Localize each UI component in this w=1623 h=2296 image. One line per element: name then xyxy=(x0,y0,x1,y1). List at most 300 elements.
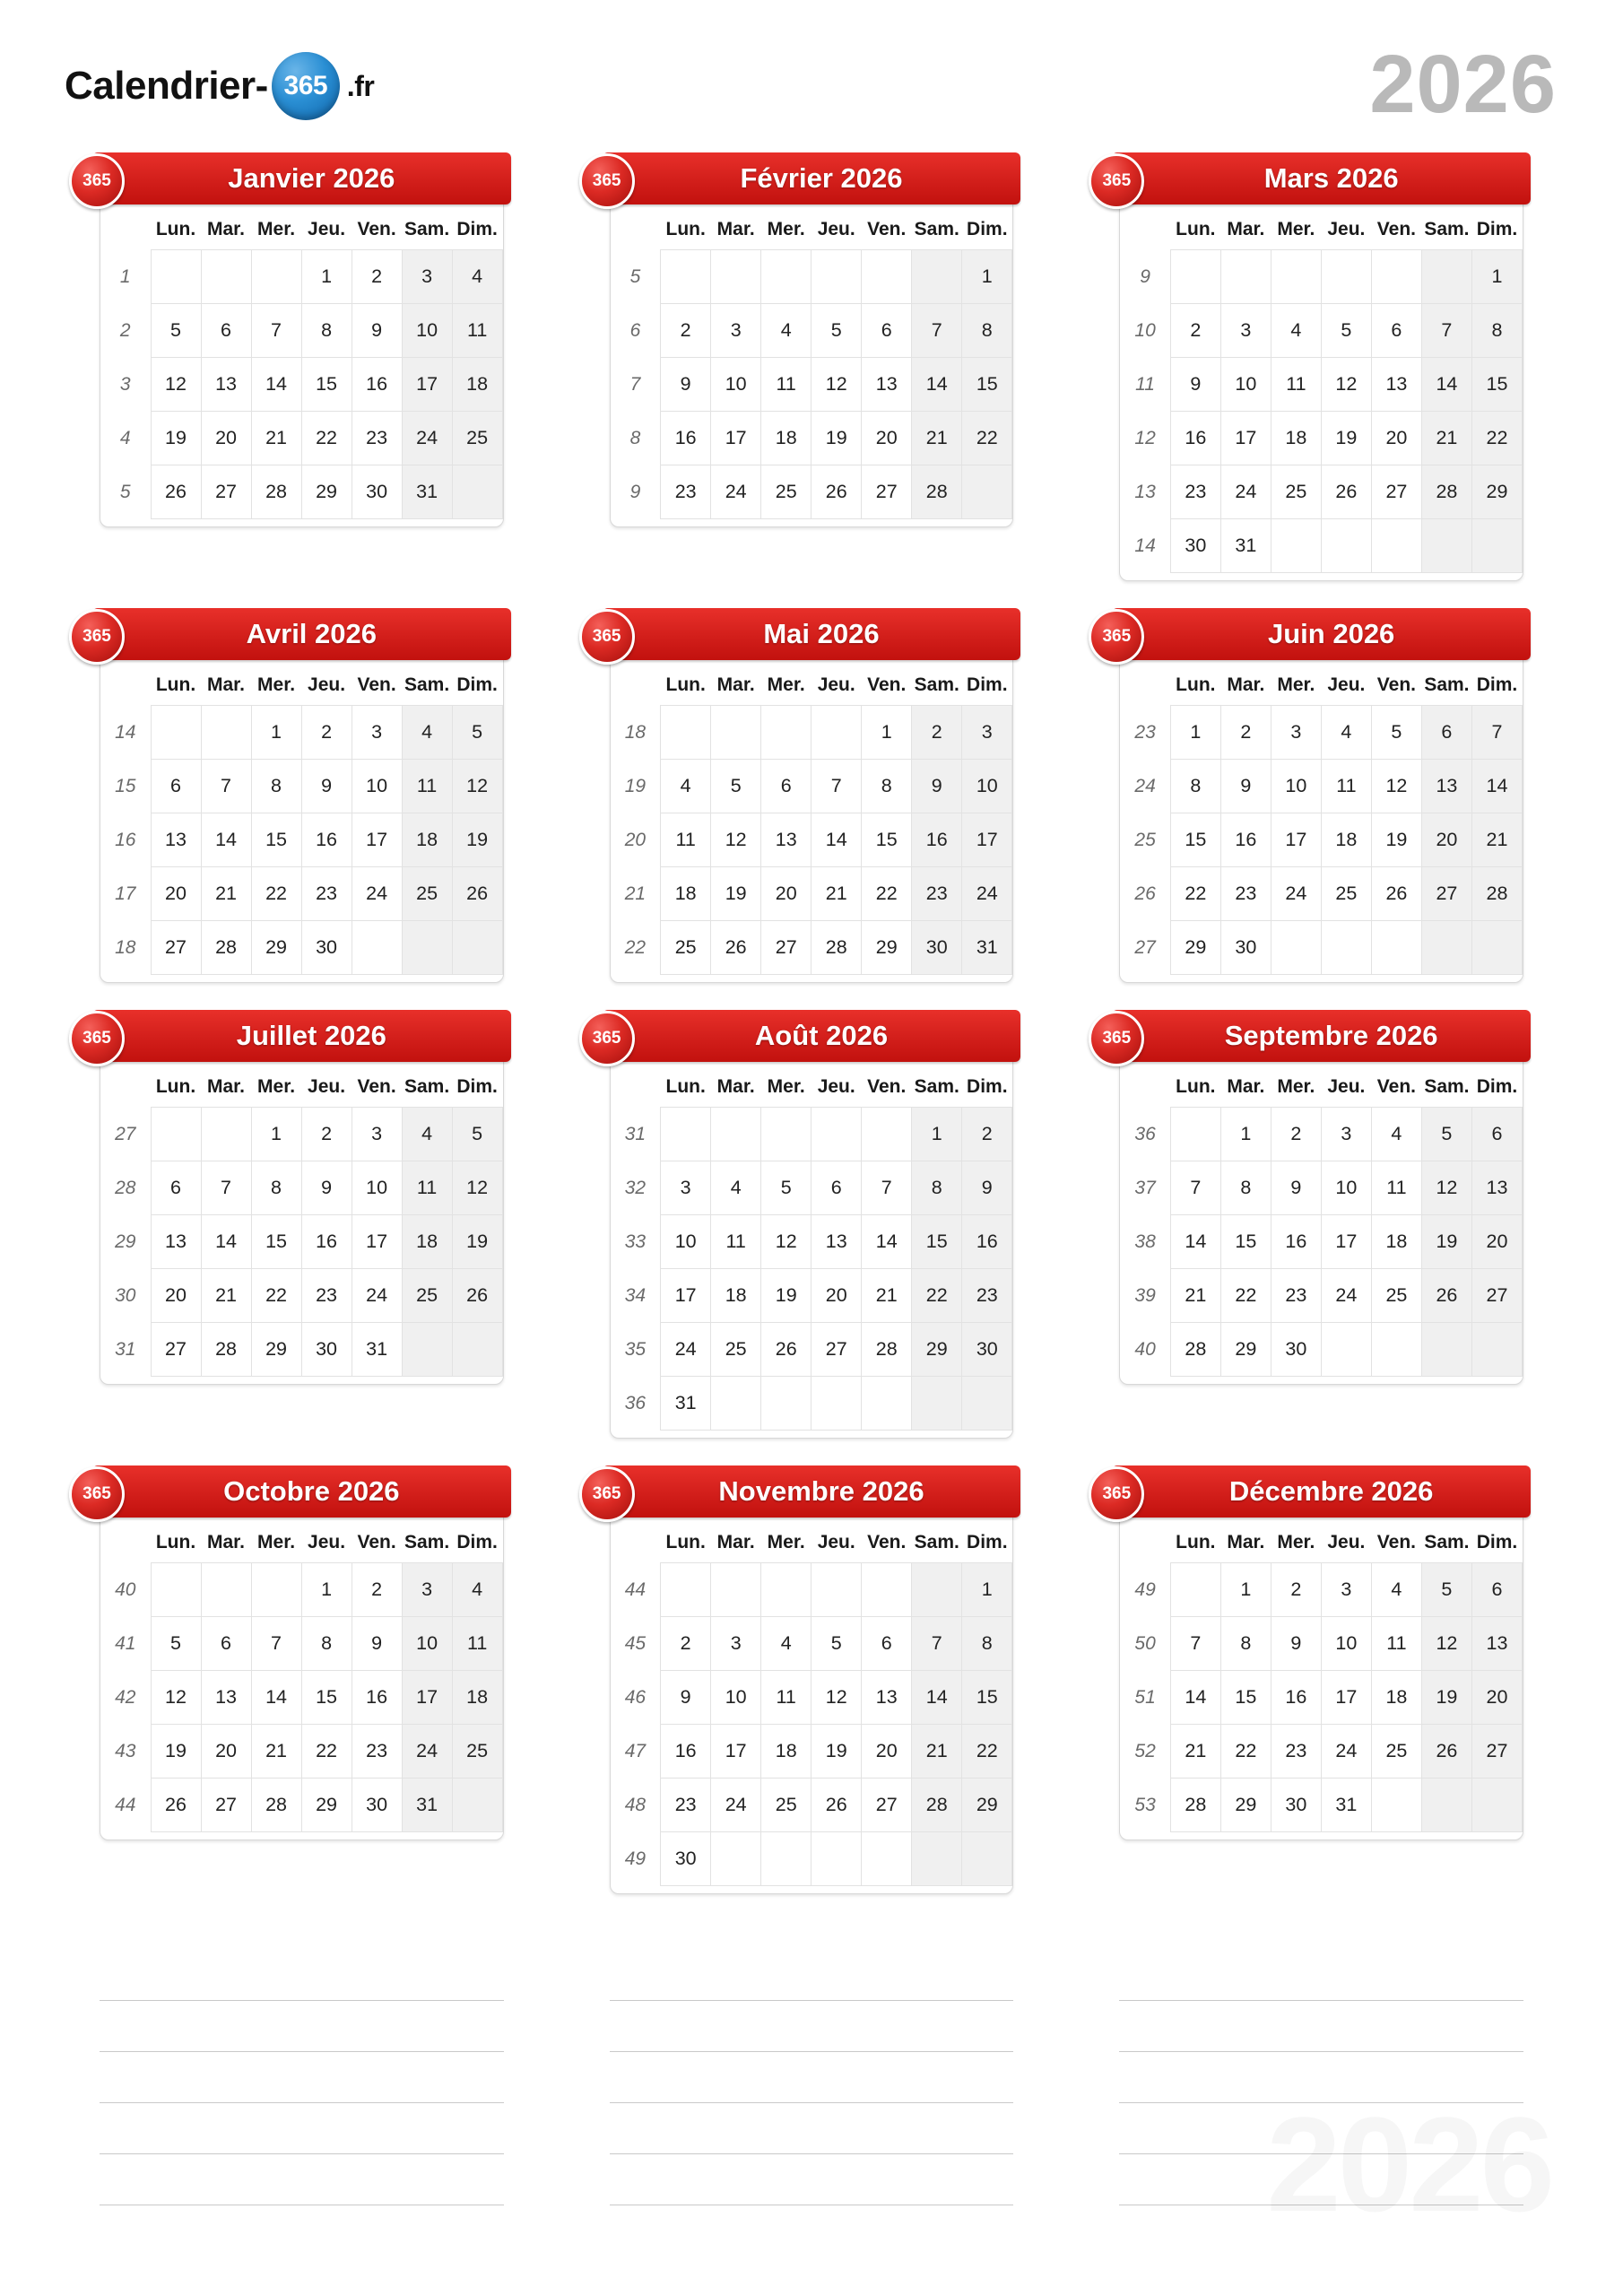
day-cell[interactable]: 22 xyxy=(301,412,352,465)
day-cell[interactable]: 4 xyxy=(1271,304,1321,358)
day-cell[interactable]: 15 xyxy=(251,813,301,867)
day-cell[interactable]: 13 xyxy=(151,813,201,867)
day-cell[interactable]: 1 xyxy=(1170,706,1220,760)
day-cell[interactable]: 10 xyxy=(352,1161,402,1215)
day-cell[interactable]: 7 xyxy=(251,1617,301,1671)
day-cell[interactable]: 10 xyxy=(711,1671,761,1725)
day-cell[interactable]: 13 xyxy=(1471,1161,1522,1215)
day-cell[interactable]: 14 xyxy=(1170,1215,1220,1269)
day-cell[interactable]: 28 xyxy=(862,1323,912,1377)
day-cell[interactable]: 15 xyxy=(862,813,912,867)
day-cell[interactable]: 25 xyxy=(1271,465,1321,519)
day-cell[interactable]: 20 xyxy=(1371,412,1421,465)
day-cell[interactable]: 28 xyxy=(1471,867,1522,921)
day-cell[interactable]: 7 xyxy=(201,760,251,813)
day-cell[interactable]: 28 xyxy=(1170,1779,1220,1832)
day-cell[interactable]: 19 xyxy=(711,867,761,921)
day-cell[interactable]: 17 xyxy=(352,813,402,867)
day-cell[interactable]: 14 xyxy=(251,1671,301,1725)
day-cell[interactable]: 3 xyxy=(1321,1563,1371,1617)
day-cell[interactable]: 28 xyxy=(912,1779,962,1832)
day-cell[interactable]: 16 xyxy=(1271,1671,1321,1725)
day-cell[interactable]: 16 xyxy=(661,1725,711,1779)
day-cell[interactable]: 24 xyxy=(1271,867,1321,921)
day-cell[interactable]: 8 xyxy=(251,1161,301,1215)
note-line[interactable] xyxy=(1119,2052,1523,2103)
day-cell[interactable]: 29 xyxy=(251,921,301,975)
day-cell[interactable]: 23 xyxy=(352,1725,402,1779)
day-cell[interactable]: 18 xyxy=(452,358,502,412)
day-cell[interactable]: 16 xyxy=(301,1215,352,1269)
day-cell[interactable]: 2 xyxy=(1271,1108,1321,1161)
day-cell[interactable]: 22 xyxy=(862,867,912,921)
day-cell[interactable]: 9 xyxy=(962,1161,1012,1215)
day-cell[interactable]: 18 xyxy=(1371,1215,1421,1269)
day-cell[interactable]: 26 xyxy=(812,1779,862,1832)
day-cell[interactable]: 25 xyxy=(1321,867,1371,921)
day-cell[interactable]: 6 xyxy=(862,1617,912,1671)
day-cell[interactable]: 18 xyxy=(661,867,711,921)
day-cell[interactable]: 3 xyxy=(402,1563,452,1617)
note-line[interactable] xyxy=(610,2103,1014,2154)
day-cell[interactable]: 25 xyxy=(711,1323,761,1377)
day-cell[interactable]: 17 xyxy=(711,412,761,465)
month-title[interactable]: Janvier 2026 xyxy=(228,162,395,194)
day-cell[interactable]: 2 xyxy=(661,304,711,358)
day-cell[interactable]: 18 xyxy=(761,1725,812,1779)
day-cell[interactable]: 11 xyxy=(761,358,812,412)
day-cell[interactable]: 22 xyxy=(1471,412,1522,465)
day-cell[interactable]: 9 xyxy=(661,358,711,412)
day-cell[interactable]: 11 xyxy=(661,813,711,867)
day-cell[interactable]: 24 xyxy=(1220,465,1271,519)
day-cell[interactable]: 17 xyxy=(962,813,1012,867)
day-cell[interactable]: 21 xyxy=(912,1725,962,1779)
day-cell[interactable]: 4 xyxy=(402,1108,452,1161)
day-cell[interactable]: 17 xyxy=(661,1269,711,1323)
day-cell[interactable]: 9 xyxy=(301,760,352,813)
day-cell[interactable]: 21 xyxy=(1170,1725,1220,1779)
day-cell[interactable]: 15 xyxy=(962,1671,1012,1725)
day-cell[interactable]: 4 xyxy=(1321,706,1371,760)
day-cell[interactable]: 4 xyxy=(711,1161,761,1215)
day-cell[interactable]: 12 xyxy=(1321,358,1371,412)
day-cell[interactable]: 10 xyxy=(402,304,452,358)
day-cell[interactable]: 8 xyxy=(1220,1161,1271,1215)
day-cell[interactable]: 31 xyxy=(402,1779,452,1832)
day-cell[interactable]: 8 xyxy=(862,760,912,813)
day-cell[interactable]: 5 xyxy=(1371,706,1421,760)
day-cell[interactable]: 25 xyxy=(761,1779,812,1832)
day-cell[interactable]: 25 xyxy=(1371,1725,1421,1779)
day-cell[interactable]: 18 xyxy=(761,412,812,465)
day-cell[interactable]: 29 xyxy=(1220,1323,1271,1377)
day-cell[interactable]: 31 xyxy=(962,921,1012,975)
day-cell[interactable]: 1 xyxy=(1471,250,1522,304)
day-cell[interactable]: 30 xyxy=(301,921,352,975)
day-cell[interactable]: 30 xyxy=(1170,519,1220,573)
day-cell[interactable]: 4 xyxy=(452,250,502,304)
day-cell[interactable]: 5 xyxy=(812,304,862,358)
day-cell[interactable]: 2 xyxy=(912,706,962,760)
day-cell[interactable]: 28 xyxy=(812,921,862,975)
day-cell[interactable]: 13 xyxy=(201,358,251,412)
day-cell[interactable]: 12 xyxy=(452,1161,502,1215)
day-cell[interactable]: 22 xyxy=(1170,867,1220,921)
day-cell[interactable]: 15 xyxy=(962,358,1012,412)
day-cell[interactable]: 29 xyxy=(1220,1779,1271,1832)
day-cell[interactable]: 2 xyxy=(1271,1563,1321,1617)
day-cell[interactable]: 19 xyxy=(151,1725,201,1779)
day-cell[interactable]: 1 xyxy=(962,1563,1012,1617)
day-cell[interactable]: 18 xyxy=(452,1671,502,1725)
note-line[interactable] xyxy=(610,2154,1014,2205)
day-cell[interactable]: 24 xyxy=(402,1725,452,1779)
day-cell[interactable]: 24 xyxy=(1321,1725,1371,1779)
day-cell[interactable]: 6 xyxy=(1471,1108,1522,1161)
day-cell[interactable]: 24 xyxy=(711,1779,761,1832)
day-cell[interactable]: 30 xyxy=(301,1323,352,1377)
month-title[interactable]: Octobre 2026 xyxy=(223,1475,400,1507)
day-cell[interactable]: 24 xyxy=(962,867,1012,921)
day-cell[interactable]: 11 xyxy=(711,1215,761,1269)
day-cell[interactable]: 18 xyxy=(1371,1671,1421,1725)
day-cell[interactable]: 12 xyxy=(761,1215,812,1269)
day-cell[interactable]: 14 xyxy=(1471,760,1522,813)
day-cell[interactable]: 10 xyxy=(402,1617,452,1671)
day-cell[interactable]: 9 xyxy=(301,1161,352,1215)
day-cell[interactable]: 20 xyxy=(151,867,201,921)
day-cell[interactable]: 12 xyxy=(1421,1617,1471,1671)
day-cell[interactable]: 13 xyxy=(761,813,812,867)
day-cell[interactable]: 15 xyxy=(1220,1671,1271,1725)
day-cell[interactable]: 26 xyxy=(1321,465,1371,519)
day-cell[interactable]: 9 xyxy=(352,304,402,358)
day-cell[interactable]: 16 xyxy=(962,1215,1012,1269)
day-cell[interactable]: 11 xyxy=(1271,358,1321,412)
month-title[interactable]: Mars 2026 xyxy=(1263,162,1399,194)
day-cell[interactable]: 23 xyxy=(1170,465,1220,519)
day-cell[interactable]: 14 xyxy=(201,813,251,867)
day-cell[interactable]: 25 xyxy=(452,1725,502,1779)
day-cell[interactable]: 28 xyxy=(912,465,962,519)
day-cell[interactable]: 8 xyxy=(962,304,1012,358)
day-cell[interactable]: 3 xyxy=(661,1161,711,1215)
day-cell[interactable]: 27 xyxy=(812,1323,862,1377)
day-cell[interactable]: 28 xyxy=(251,1779,301,1832)
day-cell[interactable]: 11 xyxy=(1371,1617,1421,1671)
day-cell[interactable]: 7 xyxy=(1471,706,1522,760)
day-cell[interactable]: 10 xyxy=(1321,1617,1371,1671)
day-cell[interactable]: 13 xyxy=(151,1215,201,1269)
day-cell[interactable]: 30 xyxy=(912,921,962,975)
day-cell[interactable]: 8 xyxy=(912,1161,962,1215)
day-cell[interactable]: 4 xyxy=(402,706,452,760)
day-cell[interactable]: 14 xyxy=(251,358,301,412)
day-cell[interactable]: 4 xyxy=(661,760,711,813)
day-cell[interactable]: 14 xyxy=(862,1215,912,1269)
day-cell[interactable]: 12 xyxy=(812,358,862,412)
note-line[interactable] xyxy=(100,2103,504,2154)
day-cell[interactable]: 20 xyxy=(761,867,812,921)
day-cell[interactable]: 9 xyxy=(1271,1617,1321,1671)
day-cell[interactable]: 13 xyxy=(862,358,912,412)
day-cell[interactable]: 19 xyxy=(812,1725,862,1779)
day-cell[interactable]: 27 xyxy=(862,1779,912,1832)
day-cell[interactable]: 31 xyxy=(402,465,452,519)
day-cell[interactable]: 5 xyxy=(452,1108,502,1161)
day-cell[interactable]: 19 xyxy=(452,1215,502,1269)
day-cell[interactable]: 10 xyxy=(1321,1161,1371,1215)
day-cell[interactable]: 4 xyxy=(761,1617,812,1671)
day-cell[interactable]: 26 xyxy=(1371,867,1421,921)
day-cell[interactable]: 22 xyxy=(1220,1725,1271,1779)
site-logo[interactable] xyxy=(65,52,374,120)
day-cell[interactable]: 4 xyxy=(452,1563,502,1617)
day-cell[interactable]: 29 xyxy=(301,1779,352,1832)
day-cell[interactable]: 26 xyxy=(151,1779,201,1832)
day-cell[interactable]: 29 xyxy=(962,1779,1012,1832)
day-cell[interactable]: 9 xyxy=(1170,358,1220,412)
day-cell[interactable]: 22 xyxy=(962,1725,1012,1779)
day-cell[interactable]: 21 xyxy=(812,867,862,921)
day-cell[interactable]: 1 xyxy=(1220,1108,1271,1161)
day-cell[interactable]: 5 xyxy=(151,1617,201,1671)
day-cell[interactable]: 18 xyxy=(711,1269,761,1323)
day-cell[interactable]: 10 xyxy=(1271,760,1321,813)
day-cell[interactable]: 16 xyxy=(1271,1215,1321,1269)
day-cell[interactable]: 8 xyxy=(1170,760,1220,813)
day-cell[interactable]: 1 xyxy=(1220,1563,1271,1617)
day-cell[interactable]: 23 xyxy=(661,1779,711,1832)
day-cell[interactable]: 14 xyxy=(1170,1671,1220,1725)
note-line[interactable] xyxy=(610,2052,1014,2103)
day-cell[interactable]: 11 xyxy=(1371,1161,1421,1215)
note-line[interactable] xyxy=(100,2001,504,2052)
day-cell[interactable]: 17 xyxy=(711,1725,761,1779)
day-cell[interactable]: 24 xyxy=(352,1269,402,1323)
day-cell[interactable]: 25 xyxy=(402,867,452,921)
month-title[interactable]: Septembre 2026 xyxy=(1224,1020,1438,1051)
day-cell[interactable]: 26 xyxy=(452,1269,502,1323)
day-cell[interactable]: 29 xyxy=(912,1323,962,1377)
day-cell[interactable]: 2 xyxy=(301,706,352,760)
day-cell[interactable]: 6 xyxy=(201,1617,251,1671)
day-cell[interactable]: 6 xyxy=(761,760,812,813)
day-cell[interactable]: 21 xyxy=(1421,412,1471,465)
day-cell[interactable]: 1 xyxy=(251,706,301,760)
day-cell[interactable]: 15 xyxy=(251,1215,301,1269)
day-cell[interactable]: 16 xyxy=(1170,412,1220,465)
day-cell[interactable]: 19 xyxy=(452,813,502,867)
day-cell[interactable]: 7 xyxy=(1170,1161,1220,1215)
day-cell[interactable]: 3 xyxy=(962,706,1012,760)
day-cell[interactable]: 27 xyxy=(151,1323,201,1377)
day-cell[interactable]: 27 xyxy=(1371,465,1421,519)
day-cell[interactable]: 14 xyxy=(201,1215,251,1269)
day-cell[interactable]: 12 xyxy=(452,760,502,813)
day-cell[interactable]: 1 xyxy=(301,1563,352,1617)
day-cell[interactable]: 27 xyxy=(862,465,912,519)
day-cell[interactable]: 28 xyxy=(201,921,251,975)
day-cell[interactable]: 30 xyxy=(1271,1779,1321,1832)
day-cell[interactable]: 23 xyxy=(962,1269,1012,1323)
day-cell[interactable]: 10 xyxy=(711,358,761,412)
day-cell[interactable]: 21 xyxy=(201,1269,251,1323)
day-cell[interactable]: 2 xyxy=(1170,304,1220,358)
day-cell[interactable]: 22 xyxy=(1220,1269,1271,1323)
day-cell[interactable]: 11 xyxy=(452,1617,502,1671)
day-cell[interactable]: 3 xyxy=(711,1617,761,1671)
day-cell[interactable]: 20 xyxy=(151,1269,201,1323)
day-cell[interactable]: 26 xyxy=(1421,1269,1471,1323)
day-cell[interactable]: 17 xyxy=(1220,412,1271,465)
day-cell[interactable]: 22 xyxy=(912,1269,962,1323)
month-title[interactable]: Avril 2026 xyxy=(246,618,377,649)
day-cell[interactable]: 9 xyxy=(912,760,962,813)
day-cell[interactable]: 3 xyxy=(1271,706,1321,760)
day-cell[interactable]: 25 xyxy=(761,465,812,519)
day-cell[interactable]: 22 xyxy=(251,1269,301,1323)
day-cell[interactable]: 15 xyxy=(301,1671,352,1725)
day-cell[interactable]: 5 xyxy=(452,706,502,760)
day-cell[interactable]: 23 xyxy=(1271,1269,1321,1323)
day-cell[interactable]: 17 xyxy=(1321,1215,1371,1269)
day-cell[interactable]: 13 xyxy=(201,1671,251,1725)
day-cell[interactable]: 23 xyxy=(301,867,352,921)
day-cell[interactable]: 21 xyxy=(1170,1269,1220,1323)
day-cell[interactable]: 23 xyxy=(1271,1725,1321,1779)
day-cell[interactable]: 21 xyxy=(251,1725,301,1779)
day-cell[interactable]: 20 xyxy=(1471,1215,1522,1269)
day-cell[interactable]: 14 xyxy=(912,358,962,412)
day-cell[interactable]: 23 xyxy=(1220,867,1271,921)
day-cell[interactable]: 13 xyxy=(1421,760,1471,813)
day-cell[interactable]: 17 xyxy=(1321,1671,1371,1725)
day-cell[interactable]: 1 xyxy=(251,1108,301,1161)
day-cell[interactable]: 5 xyxy=(1421,1108,1471,1161)
day-cell[interactable]: 20 xyxy=(201,1725,251,1779)
day-cell[interactable]: 30 xyxy=(962,1323,1012,1377)
day-cell[interactable]: 27 xyxy=(761,921,812,975)
day-cell[interactable]: 5 xyxy=(1421,1563,1471,1617)
day-cell[interactable]: 5 xyxy=(711,760,761,813)
day-cell[interactable]: 20 xyxy=(812,1269,862,1323)
day-cell[interactable]: 17 xyxy=(402,358,452,412)
day-cell[interactable]: 3 xyxy=(1321,1108,1371,1161)
day-cell[interactable]: 9 xyxy=(1271,1161,1321,1215)
day-cell[interactable]: 19 xyxy=(1321,412,1371,465)
day-cell[interactable]: 1 xyxy=(862,706,912,760)
day-cell[interactable]: 1 xyxy=(301,250,352,304)
day-cell[interactable]: 5 xyxy=(151,304,201,358)
day-cell[interactable]: 27 xyxy=(201,465,251,519)
day-cell[interactable]: 29 xyxy=(862,921,912,975)
day-cell[interactable]: 12 xyxy=(812,1671,862,1725)
day-cell[interactable]: 7 xyxy=(912,1617,962,1671)
day-cell[interactable]: 22 xyxy=(251,867,301,921)
day-cell[interactable]: 7 xyxy=(251,304,301,358)
day-cell[interactable]: 14 xyxy=(812,813,862,867)
day-cell[interactable]: 15 xyxy=(912,1215,962,1269)
day-cell[interactable]: 30 xyxy=(661,1832,711,1886)
day-cell[interactable]: 4 xyxy=(761,304,812,358)
month-title[interactable]: Novembre 2026 xyxy=(718,1475,924,1507)
day-cell[interactable]: 11 xyxy=(402,1161,452,1215)
day-cell[interactable]: 18 xyxy=(1321,813,1371,867)
day-cell[interactable]: 9 xyxy=(661,1671,711,1725)
day-cell[interactable]: 8 xyxy=(301,304,352,358)
day-cell[interactable]: 21 xyxy=(201,867,251,921)
day-cell[interactable]: 31 xyxy=(1220,519,1271,573)
day-cell[interactable]: 16 xyxy=(912,813,962,867)
day-cell[interactable]: 10 xyxy=(352,760,402,813)
day-cell[interactable]: 29 xyxy=(251,1323,301,1377)
note-line[interactable] xyxy=(610,1950,1014,2001)
day-cell[interactable]: 20 xyxy=(862,1725,912,1779)
day-cell[interactable]: 3 xyxy=(352,1108,402,1161)
day-cell[interactable]: 10 xyxy=(1220,358,1271,412)
day-cell[interactable]: 20 xyxy=(201,412,251,465)
day-cell[interactable]: 8 xyxy=(962,1617,1012,1671)
note-line[interactable] xyxy=(100,2052,504,2103)
day-cell[interactable]: 19 xyxy=(1421,1215,1471,1269)
day-cell[interactable]: 25 xyxy=(661,921,711,975)
day-cell[interactable]: 2 xyxy=(352,250,402,304)
day-cell[interactable]: 19 xyxy=(1371,813,1421,867)
day-cell[interactable]: 3 xyxy=(1220,304,1271,358)
day-cell[interactable]: 12 xyxy=(1371,760,1421,813)
day-cell[interactable]: 30 xyxy=(352,1779,402,1832)
day-cell[interactable]: 20 xyxy=(862,412,912,465)
note-line[interactable] xyxy=(100,2154,504,2205)
day-cell[interactable]: 2 xyxy=(962,1108,1012,1161)
day-cell[interactable]: 6 xyxy=(151,760,201,813)
day-cell[interactable]: 4 xyxy=(1371,1563,1421,1617)
day-cell[interactable]: 23 xyxy=(912,867,962,921)
day-cell[interactable]: 12 xyxy=(151,1671,201,1725)
day-cell[interactable]: 18 xyxy=(1271,412,1321,465)
note-line[interactable] xyxy=(1119,2154,1523,2205)
day-cell[interactable]: 14 xyxy=(1421,358,1471,412)
day-cell[interactable]: 15 xyxy=(1220,1215,1271,1269)
day-cell[interactable]: 11 xyxy=(452,304,502,358)
day-cell[interactable]: 23 xyxy=(301,1269,352,1323)
day-cell[interactable]: 7 xyxy=(862,1161,912,1215)
day-cell[interactable]: 11 xyxy=(1321,760,1371,813)
day-cell[interactable]: 3 xyxy=(711,304,761,358)
day-cell[interactable]: 26 xyxy=(452,867,502,921)
day-cell[interactable]: 6 xyxy=(201,304,251,358)
day-cell[interactable]: 29 xyxy=(1471,465,1522,519)
day-cell[interactable]: 16 xyxy=(301,813,352,867)
day-cell[interactable]: 24 xyxy=(352,867,402,921)
day-cell[interactable]: 7 xyxy=(1421,304,1471,358)
day-cell[interactable]: 6 xyxy=(1471,1563,1522,1617)
day-cell[interactable]: 19 xyxy=(812,412,862,465)
day-cell[interactable]: 26 xyxy=(1421,1725,1471,1779)
day-cell[interactable]: 16 xyxy=(661,412,711,465)
day-cell[interactable]: 29 xyxy=(301,465,352,519)
note-line[interactable] xyxy=(1119,1950,1523,2001)
day-cell[interactable]: 8 xyxy=(1471,304,1522,358)
day-cell[interactable]: 28 xyxy=(1170,1323,1220,1377)
day-cell[interactable]: 16 xyxy=(352,1671,402,1725)
day-cell[interactable]: 17 xyxy=(1271,813,1321,867)
day-cell[interactable]: 7 xyxy=(1170,1617,1220,1671)
day-cell[interactable]: 7 xyxy=(812,760,862,813)
day-cell[interactable]: 21 xyxy=(862,1269,912,1323)
